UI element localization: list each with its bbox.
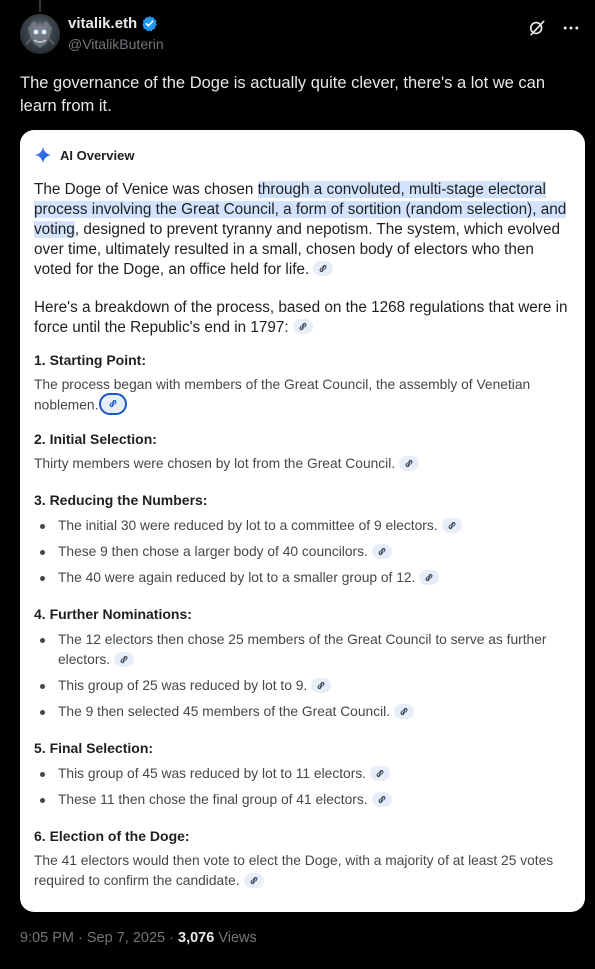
section-title: 6. Election of the Doge: <box>34 828 190 844</box>
list-item <box>34 630 571 670</box>
thread-connector-line <box>39 0 41 12</box>
section-title: 3. Reducing the Numbers: <box>34 492 208 508</box>
author-handle[interactable]: @VitalikButerin <box>68 36 164 52</box>
list-item-text: The 12 electors then chose 25 members of the Great Council to serve as further electors. <box>58 632 547 667</box>
link-icon[interactable] <box>419 570 439 585</box>
ai-overview-header <box>34 144 571 166</box>
section-text-content: The process began with members of the Great Council, the assembly of Venetian noblemen. <box>34 377 531 413</box>
link-icon[interactable] <box>293 319 313 334</box>
verified-badge-icon[interactable] <box>141 15 158 32</box>
list-item <box>34 764 571 784</box>
ai-overview-image[interactable] <box>20 130 585 912</box>
section-text <box>34 454 571 474</box>
views-count[interactable]: 3,076 <box>178 930 215 946</box>
intro-highlight: through a convoluted, multi-stage electoral process involving the Great Council, a form of sortition (random selection), and voting <box>34 181 567 238</box>
list-item <box>34 676 571 696</box>
list-item-text: This group of 45 was reduced by lot to 11 electors. <box>58 766 367 781</box>
link-icon[interactable] <box>244 873 264 888</box>
section-text <box>34 375 571 417</box>
more-options-icon[interactable] <box>561 18 581 38</box>
tweet-time[interactable]: 9:05 PM <box>20 930 74 946</box>
grok-icon[interactable] <box>527 18 547 38</box>
list-item-text: These 11 then chose the final group of 41 electors. <box>58 792 368 807</box>
bullet-list <box>34 630 571 722</box>
separator-dot: · <box>78 930 87 946</box>
tweet-header <box>20 14 581 58</box>
list-item-text: The initial 30 were reduced by lot to a committee of 9 electors. <box>58 518 438 533</box>
section-text-content: Thirty members were chosen by lot from the Great Council. <box>34 456 396 471</box>
section-title: 2. Initial Selection: <box>34 431 157 447</box>
intro-text-after: , designed to prevent tyranny and nepotism. The system, which evolved over time, ultimately resulted in a small, chosen body of electors who then voted for the Doge, an office held for life. <box>34 221 561 278</box>
section-title: 4. Further Nominations: <box>34 606 192 622</box>
breakdown-paragraph <box>34 298 571 338</box>
section-text-content: The 41 electors would then vote to elect the Doge, with a majority of at least 25 votes required to confirm the candidate. <box>34 853 554 888</box>
link-icon[interactable] <box>394 704 414 719</box>
tweet-text: The governance of the Doge is actually quite clever, there's a lot we can learn from it. <box>20 74 546 115</box>
list-item <box>34 542 571 562</box>
list-item-text: These 9 then chose a larger body of 40 councilors. <box>58 544 368 559</box>
list-item <box>34 568 571 588</box>
separator-dot: · <box>169 930 178 946</box>
bullet-list <box>34 764 571 810</box>
link-icon[interactable] <box>399 456 419 471</box>
section-title: 5. Final Selection: <box>34 740 154 756</box>
link-icon[interactable] <box>372 792 392 807</box>
link-icon[interactable] <box>99 393 127 415</box>
link-icon[interactable] <box>311 678 331 693</box>
bullet-list <box>34 516 571 588</box>
list-item-text: The 40 were again reduced by lot to a smaller group of 12. <box>58 570 416 585</box>
intro-text-before: The Doge of Venice was chosen <box>34 181 258 198</box>
sparkle-icon <box>34 146 52 164</box>
ai-overview-title: AI Overview <box>60 147 135 163</box>
breakdown-text: Here's a breakdown of the process, based on the 1268 regulations that were in force until the Republic's end in 1797: <box>34 299 568 336</box>
tweet-date[interactable]: Sep 7, 2025 <box>86 930 166 946</box>
list-item <box>34 516 571 536</box>
list-item-text: The 9 then selected 45 members of the Great Council. <box>58 704 391 719</box>
link-icon[interactable] <box>114 652 134 667</box>
intro-paragraph <box>34 180 571 280</box>
link-icon[interactable] <box>313 261 333 276</box>
link-icon[interactable] <box>442 518 462 533</box>
section-title: 1. Starting Point: <box>34 352 146 368</box>
link-icon[interactable] <box>370 766 390 781</box>
list-item <box>34 790 571 810</box>
tweet-meta <box>20 930 257 946</box>
section-text <box>34 851 571 891</box>
list-item <box>34 702 571 722</box>
avatar[interactable] <box>20 14 60 54</box>
author-display-name[interactable]: vitalik.eth <box>68 15 138 32</box>
views-label: Views <box>218 930 257 946</box>
list-item-text: This group of 25 was reduced by lot to 9. <box>58 678 308 693</box>
link-icon[interactable] <box>372 544 392 559</box>
